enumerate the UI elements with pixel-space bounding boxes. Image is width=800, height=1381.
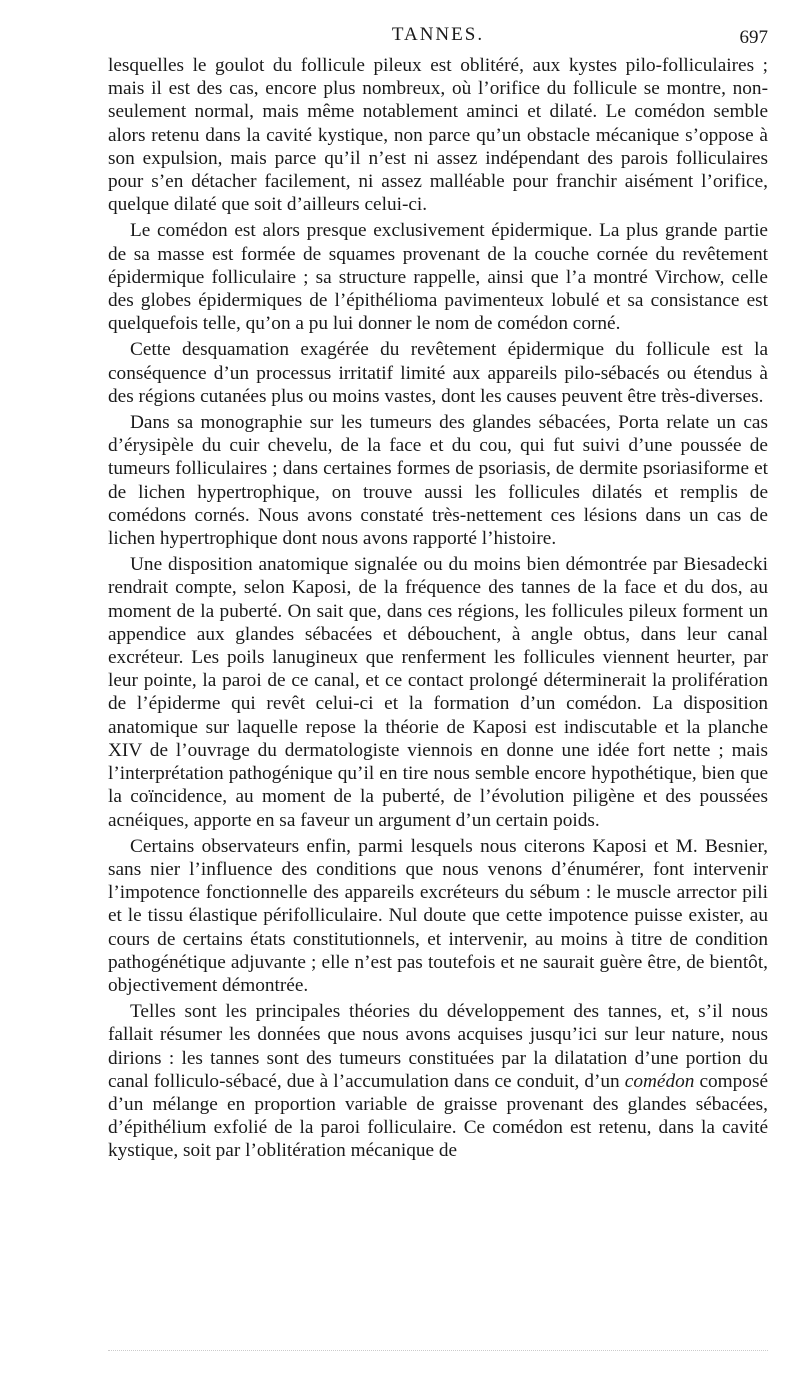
paragraph-last — [108, 1000, 768, 1162]
page-header — [108, 24, 768, 50]
paragraph: Cette desquamation exagérée du revêtement épidermique du follicule est la conséquence d’un processus irritatif limité aux appareils pilo-sébacés ou étendus à des régions cutanées plus ou moins vastes, dont les causes peuvent être très-diverses. — [108, 339, 768, 407]
paragraph: Le comédon est alors presque exclusivement épidermique. La plus grande partie de sa masse est formée de squames provenant de la couche cornée du revêtement épidermique folliculaire ; sa structure rappelle, ainsi que l’a montré Virchow, celle des globes épidermiques de l’épithélioma pavimenteux lobulé et sa consistance est quelquefois telle, qu’on a pu lui donner le nom de comédon corné. — [108, 220, 768, 335]
text-segment: composé d’un mélange en proportion variable de graisse provenant des glandes sébacées, d’épithélium exfolié de la paroi folliculaire. Ce comédon est retenu, dans la cavité kystique, soit par l’oblitération mécanique de — [108, 1070, 769, 1162]
paragraph: Une disposition anatomique signalée ou du moins bien démontrée par Biesadecki rendrait compte, selon Kaposi, de la fréquence des tannes de la face et du dos, au moment de la puberté. On sait que, dans ces régions, les follicules pileux forment un appendice aux glandes sébacées et débouchent, à angle obtus, dans leur canal excréteur. Les poils lanugineux que renferment les follicules viennent heurter, par leur pointe, la paroi de ce canal, et ce contact prolongé déterminerait la prolifération de l’épiderme qui revêt celui-ci et la formation d’un comédon. La disposition anatomique sur laquelle repose la théorie de Kaposi est indiscutable et la planche XIV de l’ouvrage du dermatologiste viennois en donne une idée fort nette ; mais l’interprétation pathogénique qu’il en tire nous semble encore hypothétique, bien que la coïncidence, au moment de la puberté, de l’évolution piligène et des poussées acnéiques, apporte en sa faveur un argument d’un certain poids. — [108, 554, 768, 831]
bottom-bleed-marks — [108, 1350, 768, 1351]
paragraph: Certains observateurs enfin, parmi lesquels nous citerons Kaposi et M. Besnier, sans nier l’influence des conditions que nous venons d’énumérer, font intervenir l’impotence fonctionnelle des appareils excréteurs du sébum : le muscle arrector pili et le tissu élastique périfolliculaire. Nul doute que cette impotence puisse exister, au cours de certains états constitutionnels, et intervenir, au moins à titre de condition pathogénétique adjuvante ; elle n’est pas toutefois et ne saurait guère être, de bientôt, objectivement démontrée. — [108, 835, 768, 996]
page-number: 697 — [739, 27, 768, 48]
italic-term: comédon — [624, 1070, 695, 1092]
paragraph: Dans sa monographie sur les tumeurs des glandes sébacées, Porta relate un cas d’érysipèle du cuir chevelu, de la face et du cou, qui fut suivi d’une poussée de tumeurs folliculaires ; dans certaines formes de psoriasis, de dermite psoriasiforme et de lichen hypertrophique, on trouve aussi les follicules dilatés et remplis de comédons cornés. Nous avons constaté très-nettement ces lésions dans un cas de lichen hypertrophique dont nous avons rapporté l’histoire. — [108, 412, 768, 550]
text-segment: Telles sont les principales théories du développement des tannes, et, s’il nous fallait résumer les données que nous avons acquises jusqu’ici sur leur nature, nous dirions : les tannes sont des tumeurs constituées par la dilatation d’une portion du canal folliculo-sébacé, due à l’accumulation dans ce conduit, d’un — [108, 1001, 768, 1092]
paragraph: lesquelles le goulot du follicule pileux est oblitéré, aux kystes pilo-folliculaires ; mais il est des cas, encore plus nombreux, où l’orifice du follicule se montre, non-seulement normal, mais même notablement aminci et dilaté. Le comédon semble alors retenu dans la cavité kystique, non parce qu’un obstacle mécanique s’oppose à son expulsion, mais parce qu’il n’est ni assez indépendant des parois folliculaires pour s’en détacher facilement, ni assez malléable pour franchir aisément l’orifice, quelque dilaté que soit d’ailleurs celui-ci. — [108, 55, 768, 216]
body-text — [108, 54, 768, 1163]
running-head: TANNES. — [391, 24, 485, 45]
